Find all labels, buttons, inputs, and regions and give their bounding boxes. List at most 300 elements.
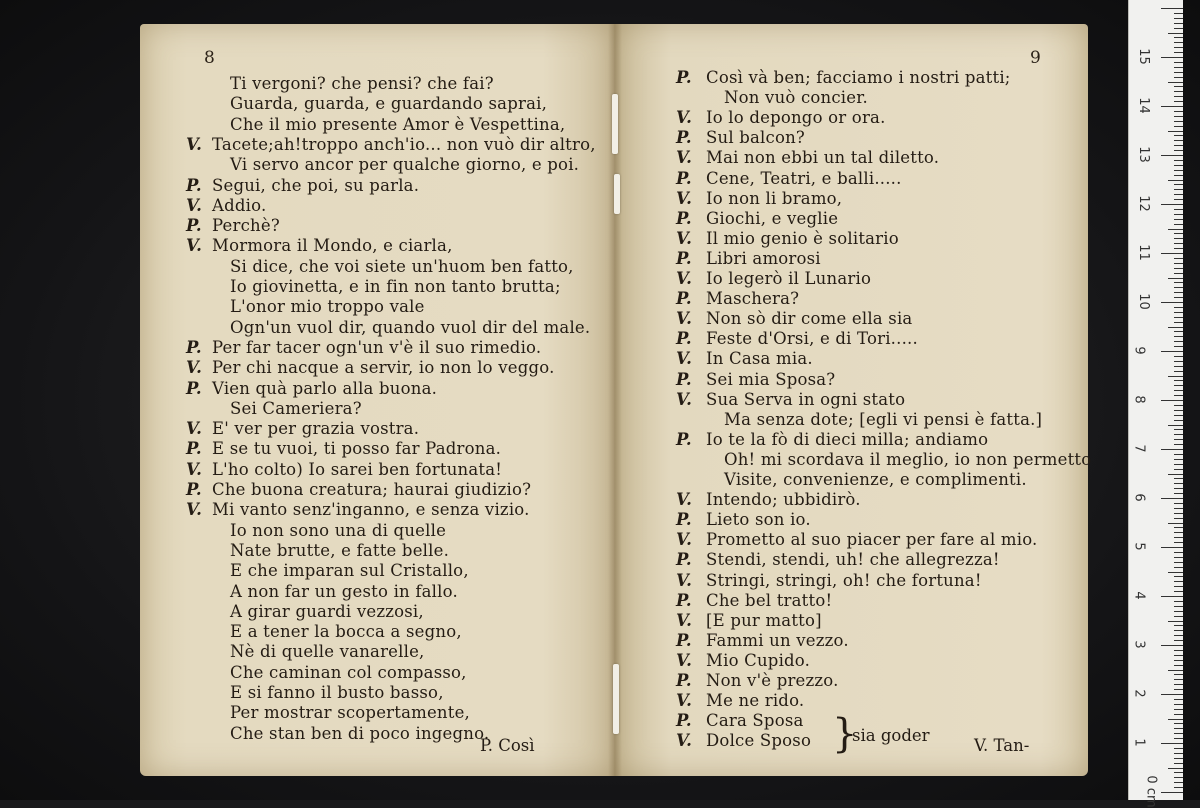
speaker-label: V.	[676, 309, 693, 329]
ruler-tick	[1174, 23, 1183, 24]
ruler-tick	[1174, 160, 1183, 161]
ruler-label: 9	[1131, 346, 1147, 355]
ruler-tick	[1174, 542, 1183, 543]
open-book	[140, 24, 1092, 776]
verse-text: Perchè?	[212, 216, 280, 236]
verse-text: Libri amorosi	[706, 248, 821, 268]
binding-thread	[612, 94, 618, 154]
verse-line	[204, 663, 467, 683]
ruler-tick	[1174, 243, 1183, 244]
verse-line	[204, 115, 565, 135]
ruler-tick	[1174, 601, 1183, 602]
ruler-tick	[1174, 733, 1183, 734]
ruler-tick	[1174, 674, 1183, 675]
verse-text: Non sò dir come ella sia	[706, 309, 913, 329]
ruler-tick	[1174, 170, 1183, 171]
verse-line	[676, 349, 813, 369]
ruler-tick	[1174, 478, 1183, 479]
ruler-tick	[1168, 425, 1183, 426]
ruler-tick	[1168, 180, 1183, 181]
verse-line	[204, 541, 449, 561]
speaker-label: P.	[676, 510, 692, 530]
verse-line	[676, 571, 982, 591]
ruler-tick	[1174, 145, 1183, 146]
verse-text: Tacete;ah!troppo anch'io... non vuò dir altro,	[212, 134, 596, 154]
verse-line	[204, 521, 446, 541]
ruler-tick	[1174, 567, 1183, 568]
speaker-label: P.	[676, 711, 692, 731]
brace-text: sia goder	[852, 726, 930, 745]
ruler-tick	[1174, 503, 1183, 504]
speaker-label: V.	[676, 731, 693, 751]
ruler-tick	[1174, 488, 1183, 489]
ruler-label: 5	[1131, 542, 1147, 551]
verse-line	[694, 450, 1091, 470]
speaker-label: V.	[676, 650, 693, 670]
verse-text: Sei Cameriera?	[230, 398, 362, 418]
ruler-tick	[1168, 278, 1183, 279]
verse-line	[204, 724, 489, 744]
verse-line	[186, 500, 530, 520]
ruler-tick	[1174, 395, 1183, 396]
verse-text: Stringi, stringi, oh! che fortuna!	[706, 570, 982, 590]
verse-text: Ma senza dote; [egli vi pensi è fatta.]	[724, 409, 1043, 429]
speaker-label: V.	[186, 500, 203, 520]
ruler-tick	[1174, 336, 1183, 337]
ruler-tick	[1174, 366, 1183, 367]
verse-line	[204, 257, 574, 277]
verse-text: Mio Cupido.	[706, 650, 811, 670]
ruler-tick	[1174, 72, 1183, 73]
ruler-tick	[1174, 248, 1183, 249]
verse-text: In Casa mia.	[706, 349, 813, 369]
verse-text: Per mostrar scopertamente,	[230, 703, 470, 723]
ruler-tick	[1174, 292, 1183, 293]
ruler-tick	[1174, 606, 1183, 607]
ruler-tick	[1161, 253, 1183, 254]
ruler-tick	[1174, 135, 1183, 136]
ruler-label: 11	[1135, 244, 1151, 261]
ruler-tick	[1174, 150, 1183, 151]
ruler-tick	[1174, 322, 1183, 323]
measuring-ruler	[1128, 0, 1183, 808]
verse-line	[694, 410, 1042, 430]
speaker-label: P.	[676, 369, 692, 389]
verse-text: Il mio genio è solitario	[706, 228, 899, 248]
verse-line	[186, 439, 501, 459]
ruler-tick	[1174, 508, 1183, 509]
ruler-tick	[1174, 121, 1183, 122]
ruler-label: 4	[1131, 591, 1147, 600]
ruler-label: 12	[1135, 195, 1151, 212]
verse-text: Stendi, stendi, uh! che allegrezza!	[706, 550, 1000, 570]
verse-line	[676, 269, 871, 289]
speaker-label: V.	[186, 459, 203, 479]
verse-text: A non far un gesto in fallo.	[230, 581, 458, 601]
speaker-label: P.	[676, 590, 692, 610]
ruler-tick	[1174, 37, 1183, 38]
ruler-tick	[1161, 792, 1183, 793]
speaker-label: V.	[676, 389, 693, 409]
verse-line	[676, 148, 939, 168]
ruler-tick	[1161, 743, 1183, 744]
verse-line	[676, 711, 804, 731]
speaker-label: P.	[676, 208, 692, 228]
ruler-tick	[1174, 714, 1183, 715]
ruler-tick	[1174, 513, 1183, 514]
verse-line	[676, 530, 1038, 550]
ruler-tick	[1174, 758, 1183, 759]
verse-line	[676, 209, 838, 229]
ruler-tick	[1174, 385, 1183, 386]
ruler-tick	[1174, 611, 1183, 612]
ruler-tick	[1168, 670, 1183, 671]
verse-line	[204, 318, 590, 338]
ruler-tick	[1174, 356, 1183, 357]
speaker-label: V.	[186, 358, 203, 378]
ruler-tick	[1174, 214, 1183, 215]
verse-line	[676, 591, 832, 611]
ruler-tick	[1174, 307, 1183, 308]
verse-text: Cara Sposa	[706, 711, 804, 731]
ruler-tick	[1174, 684, 1183, 685]
ruler-label: 7	[1131, 444, 1147, 453]
ruler-tick	[1174, 444, 1183, 445]
verse-text: Così và ben; facciamo i nostri patti;	[706, 68, 1011, 87]
ruler-label: 1	[1131, 738, 1147, 747]
speaker-label: V.	[676, 490, 693, 510]
ruler-tick	[1161, 57, 1183, 58]
ruler-tick	[1174, 586, 1183, 587]
speaker-label: V.	[676, 228, 693, 248]
ruler-tick	[1174, 297, 1183, 298]
verse-line	[204, 74, 494, 94]
verse-line	[676, 128, 805, 148]
ruler-tick	[1161, 8, 1183, 9]
speaker-label: P.	[676, 671, 692, 690]
verse-text: Maschera?	[706, 289, 800, 309]
verse-line	[186, 216, 280, 236]
speaker-label: P.	[186, 216, 202, 236]
speaker-label: P.	[676, 550, 692, 570]
ruler-tick	[1174, 96, 1183, 97]
verse-line	[676, 390, 905, 410]
verse-line	[204, 94, 547, 114]
ruler-tick	[1174, 704, 1183, 705]
ruler-tick	[1174, 219, 1183, 220]
verse-line	[676, 329, 918, 349]
verse-text: Mi vanto senz'inganno, e senza vizio.	[212, 500, 530, 520]
ruler-tick	[1174, 625, 1183, 626]
speaker-label: P.	[676, 128, 692, 148]
speaker-label: P.	[676, 630, 692, 650]
ruler-tick	[1174, 532, 1183, 533]
verse-text: Io non li bramo,	[706, 188, 843, 208]
speaker-label: V.	[676, 108, 693, 128]
ruler-tick	[1174, 483, 1183, 484]
verse-text: E a tener la bocca a segno,	[230, 622, 462, 642]
ruler-tick	[1174, 380, 1183, 381]
ruler-tick	[1174, 777, 1183, 778]
ruler-tick	[1174, 753, 1183, 754]
speaker-label: V.	[186, 195, 203, 215]
ruler-tick	[1174, 116, 1183, 117]
ruler-tick	[1174, 258, 1183, 259]
ruler-label: 15	[1135, 48, 1151, 65]
verse-text: Intendo; ubbidirò.	[706, 490, 861, 510]
ruler-tick	[1174, 782, 1183, 783]
verse-text: Lieto son io.	[706, 510, 811, 530]
speaker-label: V.	[186, 419, 203, 439]
ruler-label: 2	[1131, 689, 1147, 698]
ruler-tick	[1174, 13, 1183, 14]
speaker-label: P.	[676, 289, 692, 309]
verse-text: [E pur matto]	[706, 610, 822, 630]
verse-text: Dolce Sposo	[706, 731, 812, 751]
ruler-tick	[1174, 361, 1183, 362]
ruler-tick	[1174, 126, 1183, 127]
ruler-tick	[1174, 728, 1183, 729]
verse-line	[676, 169, 902, 189]
ruler-tick	[1174, 209, 1183, 210]
speaker-label: P.	[676, 429, 692, 449]
ruler-tick	[1174, 630, 1183, 631]
speaker-label: P.	[676, 248, 692, 268]
ruler-tick	[1174, 679, 1183, 680]
verse-text: Mai non ebbi un tal diletto.	[706, 148, 940, 168]
ruler-tick	[1174, 331, 1183, 332]
binding-thread	[613, 664, 619, 734]
verse-line	[204, 622, 462, 642]
ruler-tick	[1174, 434, 1183, 435]
speaker-label: V.	[676, 530, 693, 550]
verse-text: Non v'è prezzo.	[706, 671, 839, 690]
verse-line	[676, 309, 912, 329]
verse-line	[694, 88, 868, 108]
ruler-label: 6	[1131, 493, 1147, 502]
verse-line	[676, 510, 811, 530]
ruler-tick	[1174, 184, 1183, 185]
ruler-tick	[1174, 282, 1183, 283]
ruler-tick	[1174, 175, 1183, 176]
speaker-label: P.	[676, 329, 692, 349]
verse-text: Nate brutte, e fatte belle.	[230, 540, 450, 560]
verse-line	[186, 358, 555, 378]
page-number-right: 9	[1030, 48, 1041, 68]
verse-line	[204, 683, 444, 703]
verse-text: Sei mia Sposa?	[706, 369, 836, 389]
verse-text: Io legerò il Lunario	[706, 269, 872, 288]
verse-line	[204, 602, 424, 622]
ruler-tick	[1174, 459, 1183, 460]
verse-text: E si fanno il busto basso,	[230, 683, 444, 702]
verse-text: Nè di quelle vanarelle,	[230, 642, 425, 662]
ruler-tick	[1174, 194, 1183, 195]
ruler-tick	[1174, 91, 1183, 92]
ruler-tick	[1168, 621, 1183, 622]
verse-line	[676, 68, 1011, 88]
ruler-label: 0 cm	[1143, 775, 1159, 808]
speaker-label: V.	[676, 148, 693, 168]
ruler-tick	[1161, 106, 1183, 107]
verse-line	[204, 399, 362, 419]
ruler-tick	[1174, 429, 1183, 430]
ruler-tick	[1174, 787, 1183, 788]
ruler-tick	[1174, 199, 1183, 200]
ruler-tick	[1174, 415, 1183, 416]
ruler-label: 13	[1135, 146, 1151, 163]
verse-text: Che buona creatura; haurai giudizio?	[212, 480, 532, 499]
verse-line	[676, 731, 811, 751]
ruler-tick	[1174, 464, 1183, 465]
ruler-tick	[1174, 224, 1183, 225]
ruler-tick	[1161, 400, 1183, 401]
verse-text: Che il mio presente Amor è Vespettina,	[230, 114, 566, 134]
ruler-tick	[1174, 576, 1183, 577]
verse-text: Per chi nacque a servir, io non lo veggo.	[212, 358, 555, 378]
ruler-tick	[1174, 527, 1183, 528]
speaker-label: P.	[186, 480, 202, 499]
ruler-tick	[1174, 28, 1183, 29]
verse-text: Io lo depongo or ora.	[706, 108, 886, 128]
verse-line	[676, 189, 842, 209]
ruler-label: 3	[1131, 640, 1147, 649]
verse-text: Per far tacer ogn'un v'è il suo rimedio.	[212, 337, 542, 357]
ruler-tick	[1168, 474, 1183, 475]
ruler-tick	[1168, 376, 1183, 377]
ruler-tick	[1161, 498, 1183, 499]
verse-text: Io giovinetta, e in fin non tanto brutta;	[230, 277, 561, 296]
ruler-label: 8	[1131, 395, 1147, 404]
ruler-tick	[1174, 562, 1183, 563]
verse-line	[676, 550, 1000, 570]
verse-brace: }	[832, 711, 858, 757]
ruler-tick	[1174, 748, 1183, 749]
ruler-tick	[1174, 557, 1183, 558]
ruler-tick	[1174, 635, 1183, 636]
ruler-tick	[1174, 111, 1183, 112]
speaker-label: V.	[676, 349, 693, 369]
verse-text: Fammi un vezzo.	[706, 630, 849, 650]
ruler-tick	[1174, 537, 1183, 538]
ruler-tick	[1174, 410, 1183, 411]
verse-line	[676, 249, 821, 269]
verse-text: Sul balcon?	[706, 128, 805, 148]
verse-text: L'onor mio troppo vale	[230, 297, 425, 317]
speaker-label: V.	[676, 570, 693, 590]
ruler-tick	[1174, 581, 1183, 582]
verse-text: L'ho colto) Io sarei ben fortunata!	[212, 459, 503, 479]
ruler-tick	[1174, 763, 1183, 764]
ruler-tick	[1174, 689, 1183, 690]
verse-line	[676, 691, 804, 711]
ruler-tick	[1161, 694, 1183, 695]
speaker-label: V.	[186, 134, 203, 154]
ruler-tick	[1174, 454, 1183, 455]
ruler-tick	[1174, 263, 1183, 264]
speaker-label: P.	[676, 168, 692, 188]
ruler-tick	[1174, 616, 1183, 617]
ruler-tick	[1174, 420, 1183, 421]
verse-text: Visite, convenienze, e complimenti.	[724, 470, 1027, 489]
verse-text: E' ver per grazia vostra.	[212, 419, 420, 439]
verse-text: Feste d'Orsi, e di Tori.....	[706, 329, 918, 349]
ruler-tick	[1174, 317, 1183, 318]
verse-line	[204, 642, 425, 662]
ruler-tick	[1174, 493, 1183, 494]
ruler-tick	[1174, 273, 1183, 274]
ruler-tick	[1174, 86, 1183, 87]
verse-text: Mormora il Mondo, e ciarla,	[212, 236, 453, 256]
ruler-tick	[1174, 655, 1183, 656]
speaker-label: V.	[676, 610, 693, 630]
verse-text: Ti vergoni? che pensi? che fai?	[230, 74, 494, 93]
ruler-tick	[1168, 82, 1183, 83]
ruler-tick	[1161, 449, 1183, 450]
verse-line	[676, 490, 861, 510]
ruler-tick	[1168, 229, 1183, 230]
verse-line	[676, 289, 799, 309]
verse-text: Che stan ben di poco ingegno.	[230, 723, 490, 743]
ruler-tick	[1161, 351, 1183, 352]
ruler-tick	[1174, 591, 1183, 592]
ruler-tick	[1174, 469, 1183, 470]
ruler-tick	[1174, 699, 1183, 700]
binding-thread	[614, 174, 620, 214]
ruler-tick	[1174, 140, 1183, 141]
ruler-tick	[1174, 390, 1183, 391]
catchword-right: V. Tan-	[974, 736, 1030, 755]
verse-text: Non vuò concier.	[724, 88, 868, 108]
verse-text: Ogn'un vuol dir, quando vuol dir del male.	[230, 317, 591, 337]
verse-text: Guarda, guarda, e guardando saprai,	[230, 94, 548, 114]
ruler-tick	[1174, 62, 1183, 63]
ruler-tick	[1174, 312, 1183, 313]
ruler-tick	[1174, 47, 1183, 48]
verse-text: Giochi, e veglie	[706, 208, 839, 228]
verse-line	[186, 338, 541, 358]
verse-line	[186, 196, 266, 216]
ruler-tick	[1161, 302, 1183, 303]
ruler-tick	[1174, 640, 1183, 641]
ruler-tick	[1174, 18, 1183, 19]
speaker-label: V.	[676, 691, 693, 711]
verse-text: Che bel tratto!	[706, 590, 833, 610]
verse-line	[676, 651, 810, 671]
ruler-tick	[1168, 33, 1183, 34]
verse-line	[186, 379, 437, 399]
verse-line	[204, 561, 469, 581]
verse-line	[676, 370, 835, 390]
verse-text: E se tu vuoi, ti posso far Padrona.	[212, 439, 502, 459]
verse-line	[186, 419, 419, 439]
ruler-tick	[1174, 650, 1183, 651]
verse-line	[204, 155, 579, 175]
speaker-label: P.	[186, 378, 202, 398]
ruler-tick	[1161, 645, 1183, 646]
speaker-label: P.	[186, 439, 202, 459]
verse-line	[694, 470, 1027, 490]
verse-line	[186, 176, 419, 196]
verse-line	[204, 582, 458, 602]
ruler-tick	[1174, 723, 1183, 724]
ruler-tick	[1174, 42, 1183, 43]
ruler-tick	[1174, 346, 1183, 347]
verse-line	[676, 671, 839, 691]
verse-line	[204, 297, 425, 317]
ruler-tick	[1168, 572, 1183, 573]
verse-line	[204, 703, 470, 723]
